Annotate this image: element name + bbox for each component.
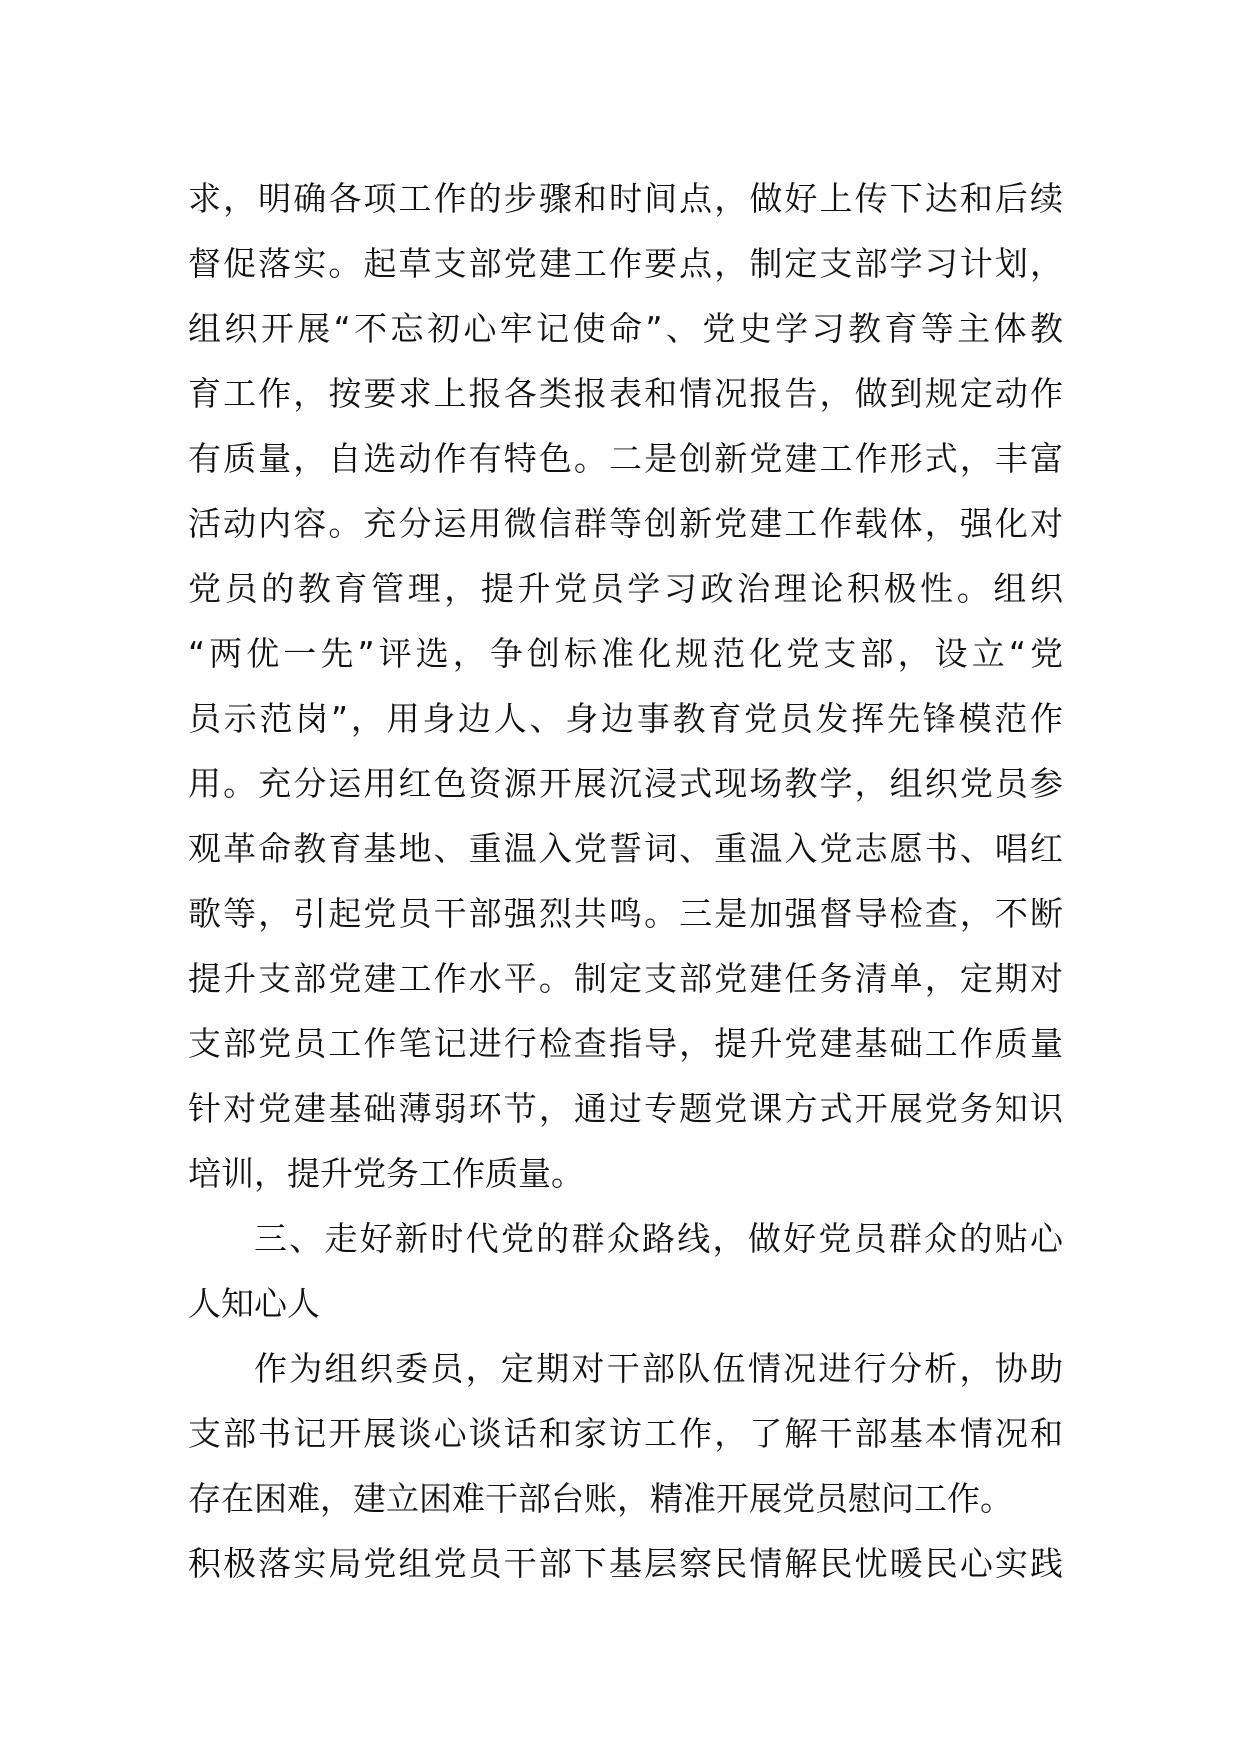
text-line: 人知心人 xyxy=(188,1284,320,1323)
text-line: 有质量，自选动作有特色。二是创新党建工作形式，丰富 xyxy=(188,439,1063,478)
document-body xyxy=(188,166,1063,1596)
text-line: “两优一先”评选，争创标准化规范化党支部，设立“党 xyxy=(188,634,1063,673)
text-line: 歌等，引起党员干部强烈共鸣。三是加强督导检查，不断 xyxy=(188,894,1063,933)
text-line: 支部书记开展谈心谈话和家访工作，了解干部基本情况和 xyxy=(188,1414,1063,1453)
text-line: 积极落实局党组党员干部下基层察民情解民忧暖民心实践 xyxy=(188,1544,1063,1583)
text-line: 党员的教育管理，提升党员学习政治理论积极性。组织 xyxy=(188,569,1063,608)
text-line: 员示范岗”，用身边人、身边事教育党员发挥先锋模范作 xyxy=(188,699,1063,738)
text-line: 存在困难，建立困难干部台账，精准开展党员慰问工作。 xyxy=(188,1479,1013,1518)
paragraph-p1 xyxy=(188,166,1063,1206)
text-line: 针对党建基础薄弱环节，通过专题党课方式开展党务知识 xyxy=(188,1089,1063,1128)
text-line: 育工作，按要求上报各类报表和情况报告，做到规定动作 xyxy=(188,374,1063,413)
text-line: 组织开展“不忘初心牢记使命”、党史学习教育等主体教 xyxy=(188,309,1063,348)
text-line: 观革命教育基地、重温入党誓词、重温入党志愿书、唱红 xyxy=(188,829,1063,868)
text-line: 培训，提升党务工作质量。 xyxy=(188,1154,584,1193)
text-line: 求，明确各项工作的步骤和时间点，做好上传下达和后续 xyxy=(188,179,1063,218)
text-line: 三、走好新时代党的群众路线，做好党员群众的贴心 xyxy=(254,1219,1063,1258)
text-line: 活动内容。充分运用微信群等创新党建工作载体，强化对 xyxy=(188,504,1063,543)
text-line: 作为组织委员，定期对干部队伍情况进行分析，协助 xyxy=(254,1349,1063,1388)
text-line: 督促落实。起草支部党建工作要点，制定支部学习计划， xyxy=(188,244,1063,283)
text-line: 用。充分运用红色资源开展沉浸式现场教学，组织党员参 xyxy=(188,764,1063,803)
text-line: 提升支部党建工作水平。制定支部党建任务清单，定期对 xyxy=(188,959,1063,998)
text-line: 支部党员工作笔记进行检查指导，提升党建基础工作质量 xyxy=(188,1024,1063,1063)
paragraph-p2 xyxy=(188,1336,1063,1596)
paragraph-h3 xyxy=(188,1206,1063,1336)
